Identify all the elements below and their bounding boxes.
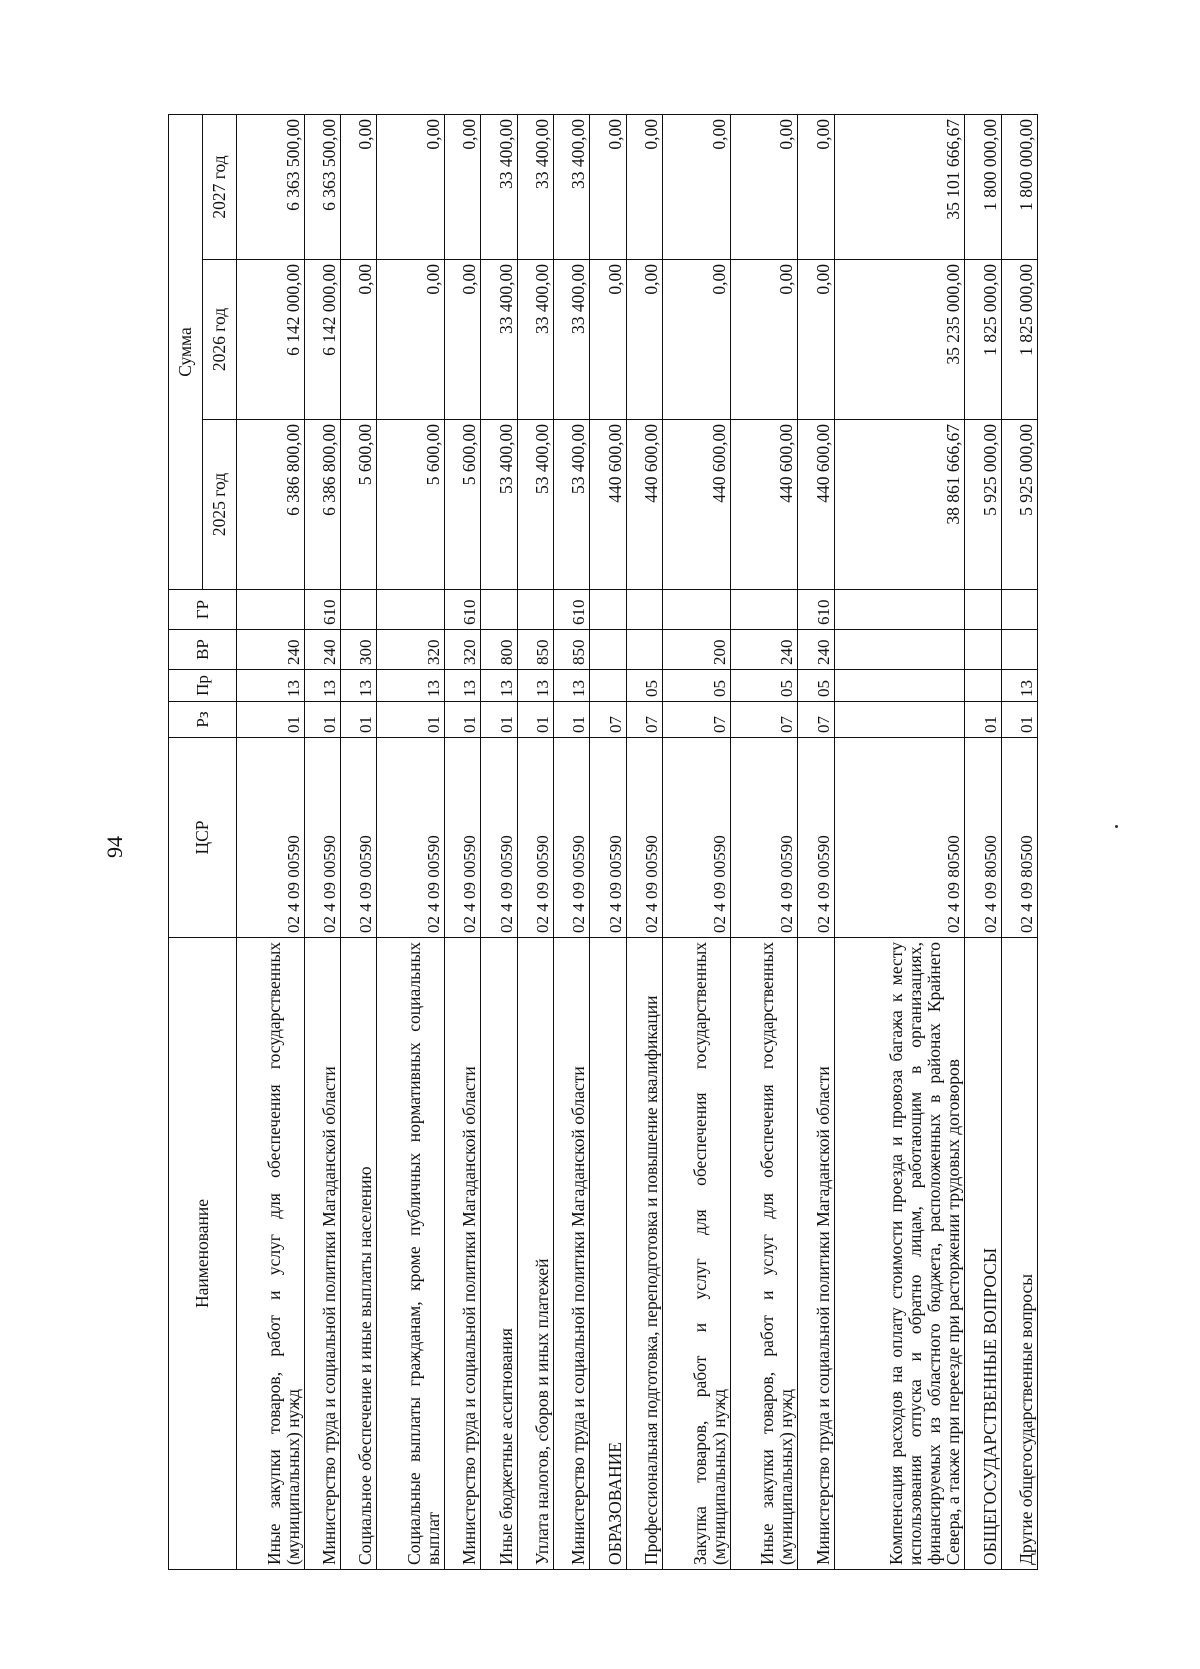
row-csr: 02 4 09 00590 bbox=[517, 738, 553, 938]
row-vr: 240 bbox=[237, 630, 305, 670]
row-sum-2026: 0,00 bbox=[730, 260, 798, 420]
row-sum-2027: 0,00 bbox=[730, 114, 798, 259]
rotated-table-container bbox=[168, 115, 1038, 1570]
row-pr: 13 bbox=[481, 670, 517, 702]
row-pr bbox=[965, 670, 1001, 702]
row-sum-2025: 53 400,00 bbox=[517, 420, 553, 590]
row-gr bbox=[663, 590, 731, 630]
row-csr: 02 4 09 00590 bbox=[445, 738, 481, 938]
row-sum-2026: 6 142 000,00 bbox=[237, 260, 305, 420]
row-name: Социальное обеспечение и иные выплаты населению bbox=[341, 938, 377, 1570]
row-gr: 610 bbox=[798, 590, 834, 630]
row-sum-2025: 440 600,00 bbox=[730, 420, 798, 590]
table-row bbox=[730, 114, 798, 1569]
row-sum-2026: 0,00 bbox=[341, 260, 377, 420]
row-sum-2025: 6 386 800,00 bbox=[237, 420, 305, 590]
header-rz: Рз bbox=[169, 702, 237, 738]
row-gr bbox=[730, 590, 798, 630]
row-csr: 02 4 09 00590 bbox=[554, 738, 590, 938]
row-name: Уплата налогов, сборов и иных платежей bbox=[517, 938, 553, 1570]
row-csr: 02 4 09 00590 bbox=[304, 738, 340, 938]
table-row bbox=[554, 114, 590, 1569]
row-sum-2026: 0,00 bbox=[798, 260, 834, 420]
table-row bbox=[304, 114, 340, 1569]
row-name: ОБРАЗОВАНИЕ bbox=[590, 938, 626, 1570]
row-csr: 02 4 09 00590 bbox=[481, 738, 517, 938]
header-csr: ЦСР bbox=[169, 738, 237, 938]
row-rz: 01 bbox=[517, 702, 553, 738]
header-year-2025: 2025 год bbox=[203, 420, 237, 590]
row-csr: 02 4 09 00590 bbox=[798, 738, 834, 938]
header-year-2027: 2027 год bbox=[203, 114, 237, 259]
row-sum-2025: 440 600,00 bbox=[663, 420, 731, 590]
table-row bbox=[377, 114, 445, 1569]
table-row bbox=[481, 114, 517, 1569]
row-vr bbox=[965, 630, 1001, 670]
table-row bbox=[626, 114, 662, 1569]
row-sum-2027: 33 400,00 bbox=[517, 114, 553, 259]
row-gr bbox=[626, 590, 662, 630]
row-pr: 13 bbox=[517, 670, 553, 702]
table-row bbox=[798, 114, 834, 1569]
row-sum-2025: 38 861 666,67 bbox=[834, 420, 964, 590]
table-row bbox=[517, 114, 553, 1569]
row-pr bbox=[590, 670, 626, 702]
table-row bbox=[341, 114, 377, 1569]
row-pr: 13 bbox=[341, 670, 377, 702]
row-vr: 800 bbox=[481, 630, 517, 670]
budget-table bbox=[168, 114, 1038, 1570]
row-vr: 240 bbox=[730, 630, 798, 670]
row-gr bbox=[1001, 590, 1037, 630]
table-row bbox=[237, 114, 305, 1569]
row-sum-2026: 35 235 000,00 bbox=[834, 260, 964, 420]
row-rz: 01 bbox=[341, 702, 377, 738]
row-csr: 02 4 09 00590 bbox=[377, 738, 445, 938]
row-pr: 05 bbox=[663, 670, 731, 702]
row-sum-2027: 35 101 666,67 bbox=[834, 114, 964, 259]
row-gr: 610 bbox=[554, 590, 590, 630]
row-vr bbox=[626, 630, 662, 670]
row-pr: 13 bbox=[1001, 670, 1037, 702]
row-sum-2026: 0,00 bbox=[445, 260, 481, 420]
row-sum-2025: 5 600,00 bbox=[341, 420, 377, 590]
row-rz: 01 bbox=[237, 702, 305, 738]
row-sum-2025: 5 925 000,00 bbox=[965, 420, 1001, 590]
row-rz: 07 bbox=[626, 702, 662, 738]
row-sum-2027: 0,00 bbox=[377, 114, 445, 259]
table-row bbox=[965, 114, 1001, 1569]
row-name: Министерство труда и социальной политики Магаданской области bbox=[554, 938, 590, 1570]
row-sum-2025: 5 600,00 bbox=[445, 420, 481, 590]
row-name: Министерство труда и социальной политики Магаданской области bbox=[445, 938, 481, 1570]
row-sum-2027: 1 800 000,00 bbox=[965, 114, 1001, 259]
row-vr: 850 bbox=[517, 630, 553, 670]
page-number: 94 bbox=[102, 836, 127, 858]
row-rz: 01 bbox=[965, 702, 1001, 738]
row-sum-2026: 33 400,00 bbox=[554, 260, 590, 420]
row-gr bbox=[965, 590, 1001, 630]
header-year-2026: 2026 год bbox=[203, 260, 237, 420]
row-sum-2025: 440 600,00 bbox=[590, 420, 626, 590]
table-header bbox=[169, 114, 237, 1569]
row-gr bbox=[517, 590, 553, 630]
table-row bbox=[834, 114, 964, 1569]
row-pr: 13 bbox=[377, 670, 445, 702]
row-csr: 02 4 09 00590 bbox=[626, 738, 662, 938]
row-sum-2027: 6 363 500,00 bbox=[237, 114, 305, 259]
row-rz: 07 bbox=[590, 702, 626, 738]
row-name: Закупка товаров, работ и услуг для обеспечения государственных (муниципальных) нужд bbox=[663, 938, 731, 1570]
row-gr bbox=[237, 590, 305, 630]
row-sum-2026: 0,00 bbox=[626, 260, 662, 420]
row-rz: 07 bbox=[730, 702, 798, 738]
stray-mark bbox=[1115, 825, 1118, 828]
row-pr bbox=[834, 670, 964, 702]
row-name: Иные закупки товаров, работ и услуг для обеспечения государственных (муниципальных) нужд bbox=[730, 938, 798, 1570]
row-csr: 02 4 09 00590 bbox=[730, 738, 798, 938]
row-sum-2027: 0,00 bbox=[590, 114, 626, 259]
row-vr: 850 bbox=[554, 630, 590, 670]
row-sum-2027: 0,00 bbox=[663, 114, 731, 259]
row-name: ОБЩЕГОСУДАРСТВЕННЫЕ ВОПРОСЫ bbox=[965, 938, 1001, 1570]
row-rz: 01 bbox=[1001, 702, 1037, 738]
header-vr: ВР bbox=[169, 630, 237, 670]
row-vr bbox=[590, 630, 626, 670]
row-sum-2027: 33 400,00 bbox=[481, 114, 517, 259]
row-sum-2027: 6 363 500,00 bbox=[304, 114, 340, 259]
table-body bbox=[237, 114, 1038, 1569]
row-sum-2025: 5 600,00 bbox=[377, 420, 445, 590]
row-name: Иные бюджетные ассигнования bbox=[481, 938, 517, 1570]
row-gr bbox=[834, 590, 964, 630]
row-csr: 02 4 09 00590 bbox=[237, 738, 305, 938]
row-vr: 320 bbox=[377, 630, 445, 670]
row-name: Профессиональная подготовка, переподготовка и повышение квалификации bbox=[626, 938, 662, 1570]
row-name: Социальные выплаты гражданам, кроме публичных нормативных социальных выплат bbox=[377, 938, 445, 1570]
table-row bbox=[590, 114, 626, 1569]
row-name: Иные закупки товаров, работ и услуг для обеспечения государственных (муниципальных) нужд bbox=[237, 938, 305, 1570]
row-sum-2027: 0,00 bbox=[445, 114, 481, 259]
row-rz: 07 bbox=[663, 702, 731, 738]
row-csr: 02 4 09 80500 bbox=[834, 738, 964, 938]
row-name: Другие общегосударственные вопросы bbox=[1001, 938, 1037, 1570]
row-pr: 13 bbox=[304, 670, 340, 702]
row-sum-2025: 6 386 800,00 bbox=[304, 420, 340, 590]
row-sum-2025: 53 400,00 bbox=[554, 420, 590, 590]
row-gr: 610 bbox=[445, 590, 481, 630]
row-sum-2026: 1 825 000,00 bbox=[1001, 260, 1037, 420]
row-sum-2027: 0,00 bbox=[626, 114, 662, 259]
row-csr: 02 4 09 80500 bbox=[1001, 738, 1037, 938]
row-rz: 01 bbox=[445, 702, 481, 738]
row-gr: 610 bbox=[304, 590, 340, 630]
row-vr: 320 bbox=[445, 630, 481, 670]
row-rz: 01 bbox=[554, 702, 590, 738]
row-pr: 05 bbox=[626, 670, 662, 702]
row-pr: 05 bbox=[798, 670, 834, 702]
row-sum-2026: 6 142 000,00 bbox=[304, 260, 340, 420]
header-pr: Пр bbox=[169, 670, 237, 702]
row-vr: 240 bbox=[798, 630, 834, 670]
row-rz: 01 bbox=[481, 702, 517, 738]
row-vr: 200 bbox=[663, 630, 731, 670]
row-gr bbox=[341, 590, 377, 630]
row-sum-2027: 0,00 bbox=[341, 114, 377, 259]
row-sum-2025: 5 925 000,00 bbox=[1001, 420, 1037, 590]
row-vr bbox=[834, 630, 964, 670]
row-pr: 13 bbox=[554, 670, 590, 702]
row-sum-2027: 0,00 bbox=[798, 114, 834, 259]
row-gr bbox=[377, 590, 445, 630]
row-sum-2026: 33 400,00 bbox=[481, 260, 517, 420]
table-row bbox=[445, 114, 481, 1569]
row-sum-2025: 53 400,00 bbox=[481, 420, 517, 590]
row-vr: 300 bbox=[341, 630, 377, 670]
row-sum-2026: 0,00 bbox=[590, 260, 626, 420]
row-csr: 02 4 09 00590 bbox=[341, 738, 377, 938]
row-name: Министерство труда и социальной политики Магаданской области bbox=[304, 938, 340, 1570]
row-csr: 02 4 09 80500 bbox=[965, 738, 1001, 938]
row-gr bbox=[481, 590, 517, 630]
row-vr: 240 bbox=[304, 630, 340, 670]
row-gr bbox=[590, 590, 626, 630]
row-name: Министерство труда и социальной политики Магаданской области bbox=[798, 938, 834, 1570]
row-sum-2026: 33 400,00 bbox=[517, 260, 553, 420]
row-sum-2025: 440 600,00 bbox=[626, 420, 662, 590]
table-row bbox=[663, 114, 731, 1569]
row-sum-2026: 1 825 000,00 bbox=[965, 260, 1001, 420]
header-gr: ГР bbox=[169, 590, 237, 630]
row-sum-2026: 0,00 bbox=[663, 260, 731, 420]
row-vr bbox=[1001, 630, 1037, 670]
row-csr: 02 4 09 00590 bbox=[590, 738, 626, 938]
row-csr: 02 4 09 00590 bbox=[663, 738, 731, 938]
table-row bbox=[1001, 114, 1037, 1569]
row-rz: 07 bbox=[798, 702, 834, 738]
row-sum-2025: 440 600,00 bbox=[798, 420, 834, 590]
row-sum-2026: 0,00 bbox=[377, 260, 445, 420]
row-sum-2027: 33 400,00 bbox=[554, 114, 590, 259]
row-rz bbox=[834, 702, 964, 738]
row-pr: 13 bbox=[445, 670, 481, 702]
row-rz: 01 bbox=[377, 702, 445, 738]
header-name: Наименование bbox=[169, 938, 237, 1570]
header-sum: Сумма bbox=[169, 114, 203, 589]
row-rz: 01 bbox=[304, 702, 340, 738]
row-pr: 13 bbox=[237, 670, 305, 702]
row-pr: 05 bbox=[730, 670, 798, 702]
row-name: Компенсация расходов на оплату стоимости проезда и провоза багажа к месту использования отпуска и обратно лицам, работающим в организациях, финансируемых из областного бюджета, расположенных в районах Крайнего Севера, а также при переезде при расторжении трудовых договоров bbox=[834, 938, 964, 1570]
row-sum-2027: 1 800 000,00 bbox=[1001, 114, 1037, 259]
